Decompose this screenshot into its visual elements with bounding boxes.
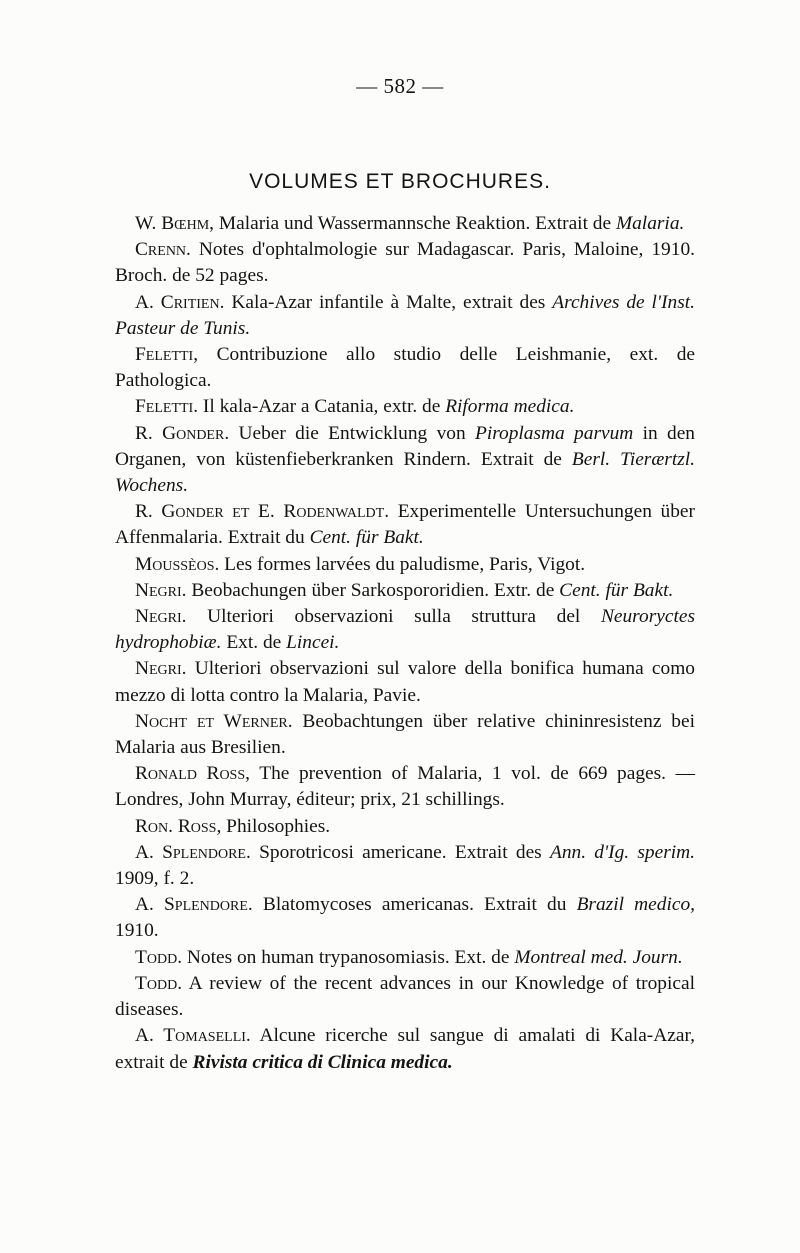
- bibliography-entry: [115, 578, 695, 604]
- bibliography-entry: [115, 499, 695, 551]
- entry-title-italic: Montreal med. Journ.: [514, 946, 683, 968]
- bibliography-entry: [115, 709, 695, 761]
- entry-author: A. Tomaselli: [135, 1025, 246, 1047]
- entry-author: Nocht et Werner: [135, 710, 288, 732]
- entry-title-italic: Neuroryctes hydrophobiæ.: [115, 606, 695, 654]
- bibliography-entry: [115, 237, 695, 289]
- entry-text: . Notes on human trypanosomiasis. Ext. de: [177, 946, 515, 968]
- entry-author: A. Splendore: [135, 894, 248, 916]
- entry-text: . A review of the recent advances in our Knowledge of tropical diseases.: [115, 972, 695, 1021]
- bibliography-entry: [115, 656, 695, 708]
- bibliography-entry: [115, 552, 695, 578]
- entry-author: Moussèos: [135, 553, 215, 575]
- bibliography-entry: [115, 421, 695, 500]
- entry-title-italic: Ann. d'Ig. sperim.: [549, 841, 696, 863]
- entry-author: Negri: [135, 579, 182, 601]
- entry-text: , Contribuzione allo studio delle Leishmanie, ext. de Pathologica.: [115, 344, 695, 392]
- bibliography-entry: [115, 394, 695, 420]
- entry-author: Crenn: [135, 239, 187, 261]
- entry-text: . Beobachungen über Sarkospororidien. Extr. de: [181, 579, 560, 601]
- entry-author: Todd: [135, 972, 178, 994]
- entry-author: Ron. Ross: [135, 815, 217, 837]
- entry-author: Feletti: [135, 396, 194, 418]
- entry-text: . Sporotricosi americane. Extrait des: [246, 841, 550, 863]
- entry-text: , Malaria und Wassermannsche Reaktion. Extrait de: [209, 213, 616, 234]
- bibliography-entry: [115, 1023, 695, 1075]
- bibliography-entry: [115, 290, 695, 342]
- bibliography-entry: [115, 761, 695, 813]
- entry-text: . Les formes larvées du paludisme, Paris, Vigot.: [214, 553, 586, 575]
- entry-author: R. Gonder et E. Rodenwaldt: [135, 501, 385, 523]
- page-number: — 582 —: [356, 74, 444, 98]
- entry-text: . Ueber die Entwicklung von: [224, 422, 475, 444]
- entry-title-italic: Malaria.: [615, 213, 685, 234]
- entry-text: . Blatomycoses americanas. Extrait du: [247, 894, 577, 916]
- entry-text: 1910.: [115, 920, 159, 942]
- bibliography-entry: [115, 971, 695, 1023]
- bibliography-entry: [115, 814, 695, 840]
- entry-title-italic: Rivista critica di Clinica medica.: [192, 1051, 453, 1073]
- bibliography-entry: [115, 945, 695, 971]
- bibliography-entry: [115, 342, 695, 394]
- entry-author: Ronald Ross: [135, 763, 246, 785]
- entry-title-italic: Cent. für Bakt.: [559, 579, 674, 601]
- entry-title-italic: Archives de l'Inst. Pasteur de Tunis.: [115, 291, 696, 339]
- entry-text: . Experimentelle Untersuchungen über Affenmalaria. Extrait du: [115, 501, 696, 549]
- entry-title-italic: Brazil medico,: [576, 894, 695, 916]
- entry-author: Negri: [135, 658, 182, 680]
- bibliography-list: [115, 211, 695, 1076]
- entry-text: 1909, f. 2.: [115, 868, 195, 890]
- entry-text: . Ulteriori observazioni sul valore della bonifica humana como mezzo di lotta contro la Malaria, Pavie.: [115, 658, 695, 706]
- entry-title-italic: Riforma medica.: [445, 396, 575, 418]
- entry-text: , Philosophies.: [216, 815, 331, 837]
- entry-author: Todd: [135, 946, 178, 968]
- entry-author: Feletti: [135, 344, 194, 366]
- bibliography-entry: [115, 892, 695, 944]
- entry-author: A. Splendore: [135, 841, 246, 863]
- entry-author: R. Gonder: [135, 422, 225, 444]
- entry-text: . Kala-Azar infantile à Malte, extrait des: [219, 291, 553, 313]
- entry-title-italic: Berl. Tierærtzl. Wochens.: [115, 448, 696, 497]
- entry-title-italic: Piroplasma parvum: [474, 422, 634, 444]
- entry-text: Ext. de: [221, 632, 287, 654]
- entry-title-italic: Cent. für Bakt.: [309, 527, 424, 549]
- bibliography-entry: [115, 211, 695, 237]
- entry-text: , The prevention of Malaria, 1 vol. de 669 pages. — Londres, John Murray, éditeur; prix, 21 schillings.: [115, 763, 696, 811]
- entry-text: . Notes d'ophtalmologie sur Madagascar. Paris, Maloine, 1910. Broch. de 52 pages.: [115, 239, 695, 287]
- entry-author: W. Bœhm: [135, 213, 210, 234]
- bibliography-entry: [115, 604, 695, 656]
- entry-text: . Ulteriori observazioni sulla struttura del: [181, 606, 601, 628]
- entry-text: . Beobachtungen über relative chininresistenz bei Malaria aus Bresilien.: [115, 710, 695, 759]
- section-title: VOLUMES ET BROCHURES.: [249, 170, 551, 193]
- entry-text: . Il kala-Azar a Catania, extr. de: [193, 396, 446, 418]
- entry-text: in den Organen, von küstenfieberkranken Rindern. Extrait de: [115, 422, 695, 470]
- entry-author: A. Critien: [135, 291, 220, 313]
- entry-text: . Alcune ricerche sul sangue di amalati di Kala-Azar, extrait de: [115, 1025, 696, 1073]
- entry-author: Negri: [135, 606, 182, 628]
- entry-title-italic: Lincei.: [286, 632, 340, 654]
- bibliography-entry: [115, 840, 695, 892]
